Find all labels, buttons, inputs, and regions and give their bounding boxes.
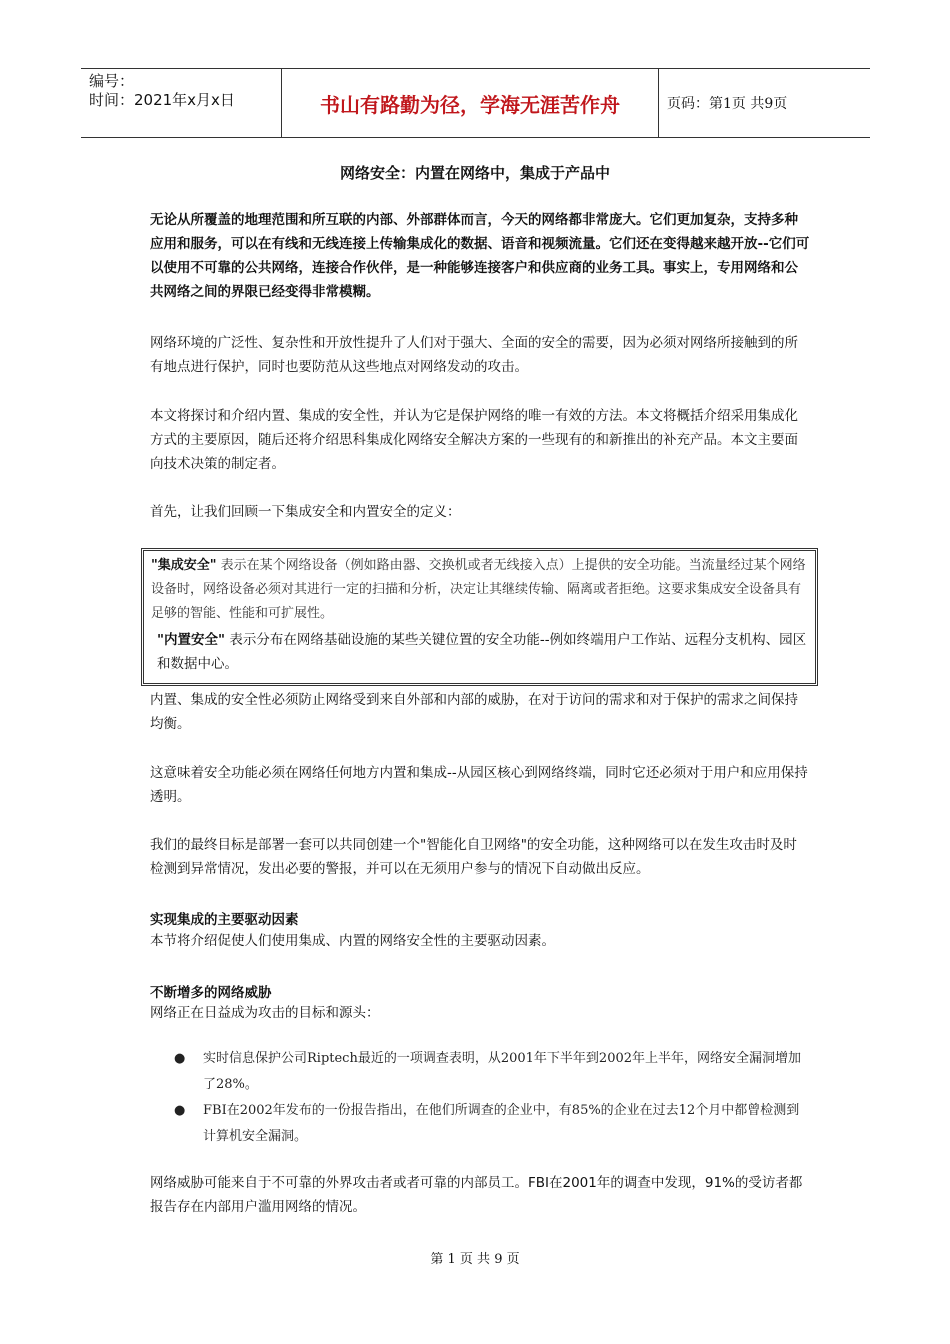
- page-footer: 第 1 页 共 9 页: [430, 1252, 520, 1267]
- section-heading-drivers: 实现集成的主要驱动因素: [150, 912, 299, 928]
- section-heading-threats: 不断增多的网络威胁: [150, 985, 272, 1001]
- definition-integrated: [151, 554, 809, 626]
- threat-bullet-list: [150, 1046, 810, 1150]
- page-header: [81, 68, 870, 138]
- bullet-icon: ●: [174, 1103, 186, 1118]
- integrated-text: 表示在某个网络设备（例如路由器、交换机或者无线接入点）上提供的安全功能。当流量经过某个网络设备时，网络设备必须对其进行一定的扫描和分析，决定让其继续传输、隔离或者拒绝。这要求集成安全设备具有足够的智能、性能和可扩展性。: [151, 558, 806, 621]
- builtin-term: "内置安全": [157, 632, 226, 648]
- document-number-label: 编号：: [89, 72, 135, 90]
- header-meta: [81, 69, 281, 137]
- header-motto: 书山有路勤为径，学海无涯苦作舟: [281, 69, 659, 137]
- definition-builtin: [157, 628, 809, 676]
- document-date-label: 时间：2021年x月x日: [89, 91, 235, 109]
- paragraph-7: 网络威胁可能来自于不可靠的外界攻击者或者可靠的内部员工。FBI在2001年的调查中发现，91%的受访者都报告存在内部用户滥用网络的情况。: [150, 1175, 803, 1215]
- list-item: [150, 1098, 810, 1150]
- paragraph-5: 这意味着安全功能必须在网络任何地方内置和集成--从园区核心到网络终端，同时它还必须对于用户和应用保持透明。: [150, 765, 808, 805]
- paragraph-3: 首先，让我们回顾一下集成安全和内置安全的定义：: [150, 504, 461, 520]
- paragraph-6: 我们的最终目标是部署一套可以共同创建一个"智能化自卫网络"的安全功能，这种网络可以在发生攻击时及时检测到异常情况，发出必要的警报，并可以在无须用户参与的情况下自动做出反应。: [150, 837, 797, 877]
- intro-paragraph: 无论从所覆盖的地理范围和所互联的内部、外部群体而言，今天的网络都非常庞大。它们更加复杂，支持多种应用和服务，可以在有线和无线连接上传输集成化的数据、语音和视频流量。它们还在变得越来越开放--它们可以使用不可靠的公共网络，连接合作伙伴，是一种能够连接客户和供应商的业务工具。事实上，专用网络和公共网络之间的界限已经变得非常模糊。: [150, 212, 810, 300]
- bullet-icon: ●: [174, 1051, 186, 1066]
- list-item-text: FBI在2002年发布的一份报告指出，在他们所调查的企业中，有85%的企业在过去12个月中都曾检测到计算机安全漏洞。: [203, 1103, 800, 1144]
- list-item-text: 实时信息保护公司Riptech最近的一项调查表明，从2001年下半年到2002年上半年，网络安全漏洞增加了28%。: [203, 1051, 802, 1092]
- paragraph-2: 本文将探讨和介绍内置、集成的安全性，并认为它是保护网络的唯一有效的方法。本文将概括介绍采用集成化方式的主要原因，随后还将介绍思科集成化网络安全解决方案的一些现有的和新推出的补充产品。本文主要面向技术决策的制定者。: [150, 408, 798, 472]
- section-text-threats: 网络正在日益成为攻击的目标和源头：: [150, 1005, 380, 1021]
- definition-box: [141, 548, 818, 686]
- paragraph-1: 网络环境的广泛性、复杂性和开放性提升了人们对于强大、全面的安全的需要，因为必须对网络所接触到的所有地点进行保护，同时也要防范从这些地点对网络发动的攻击。: [150, 335, 798, 375]
- integrated-term: "集成安全": [151, 558, 217, 573]
- list-item: [150, 1046, 810, 1098]
- header-page-info: 页码：第1页 共9页: [667, 96, 788, 112]
- section-text-drivers: 本节将介绍促使人们使用集成、内置的网络安全性的主要驱动因素。: [150, 933, 555, 949]
- paragraph-4: 内置、集成的安全性必须防止网络受到来自外部和内部的威胁，在对于访问的需求和对于保护的需求之间保持均衡。: [150, 692, 798, 732]
- document-title: 网络安全：内置在网络中，集成于产品中: [339, 164, 610, 182]
- builtin-text: 表示分布在网络基础设施的某些关键位置的安全功能--例如终端用户工作站、远程分支机构、园区和数据中心。: [157, 632, 807, 672]
